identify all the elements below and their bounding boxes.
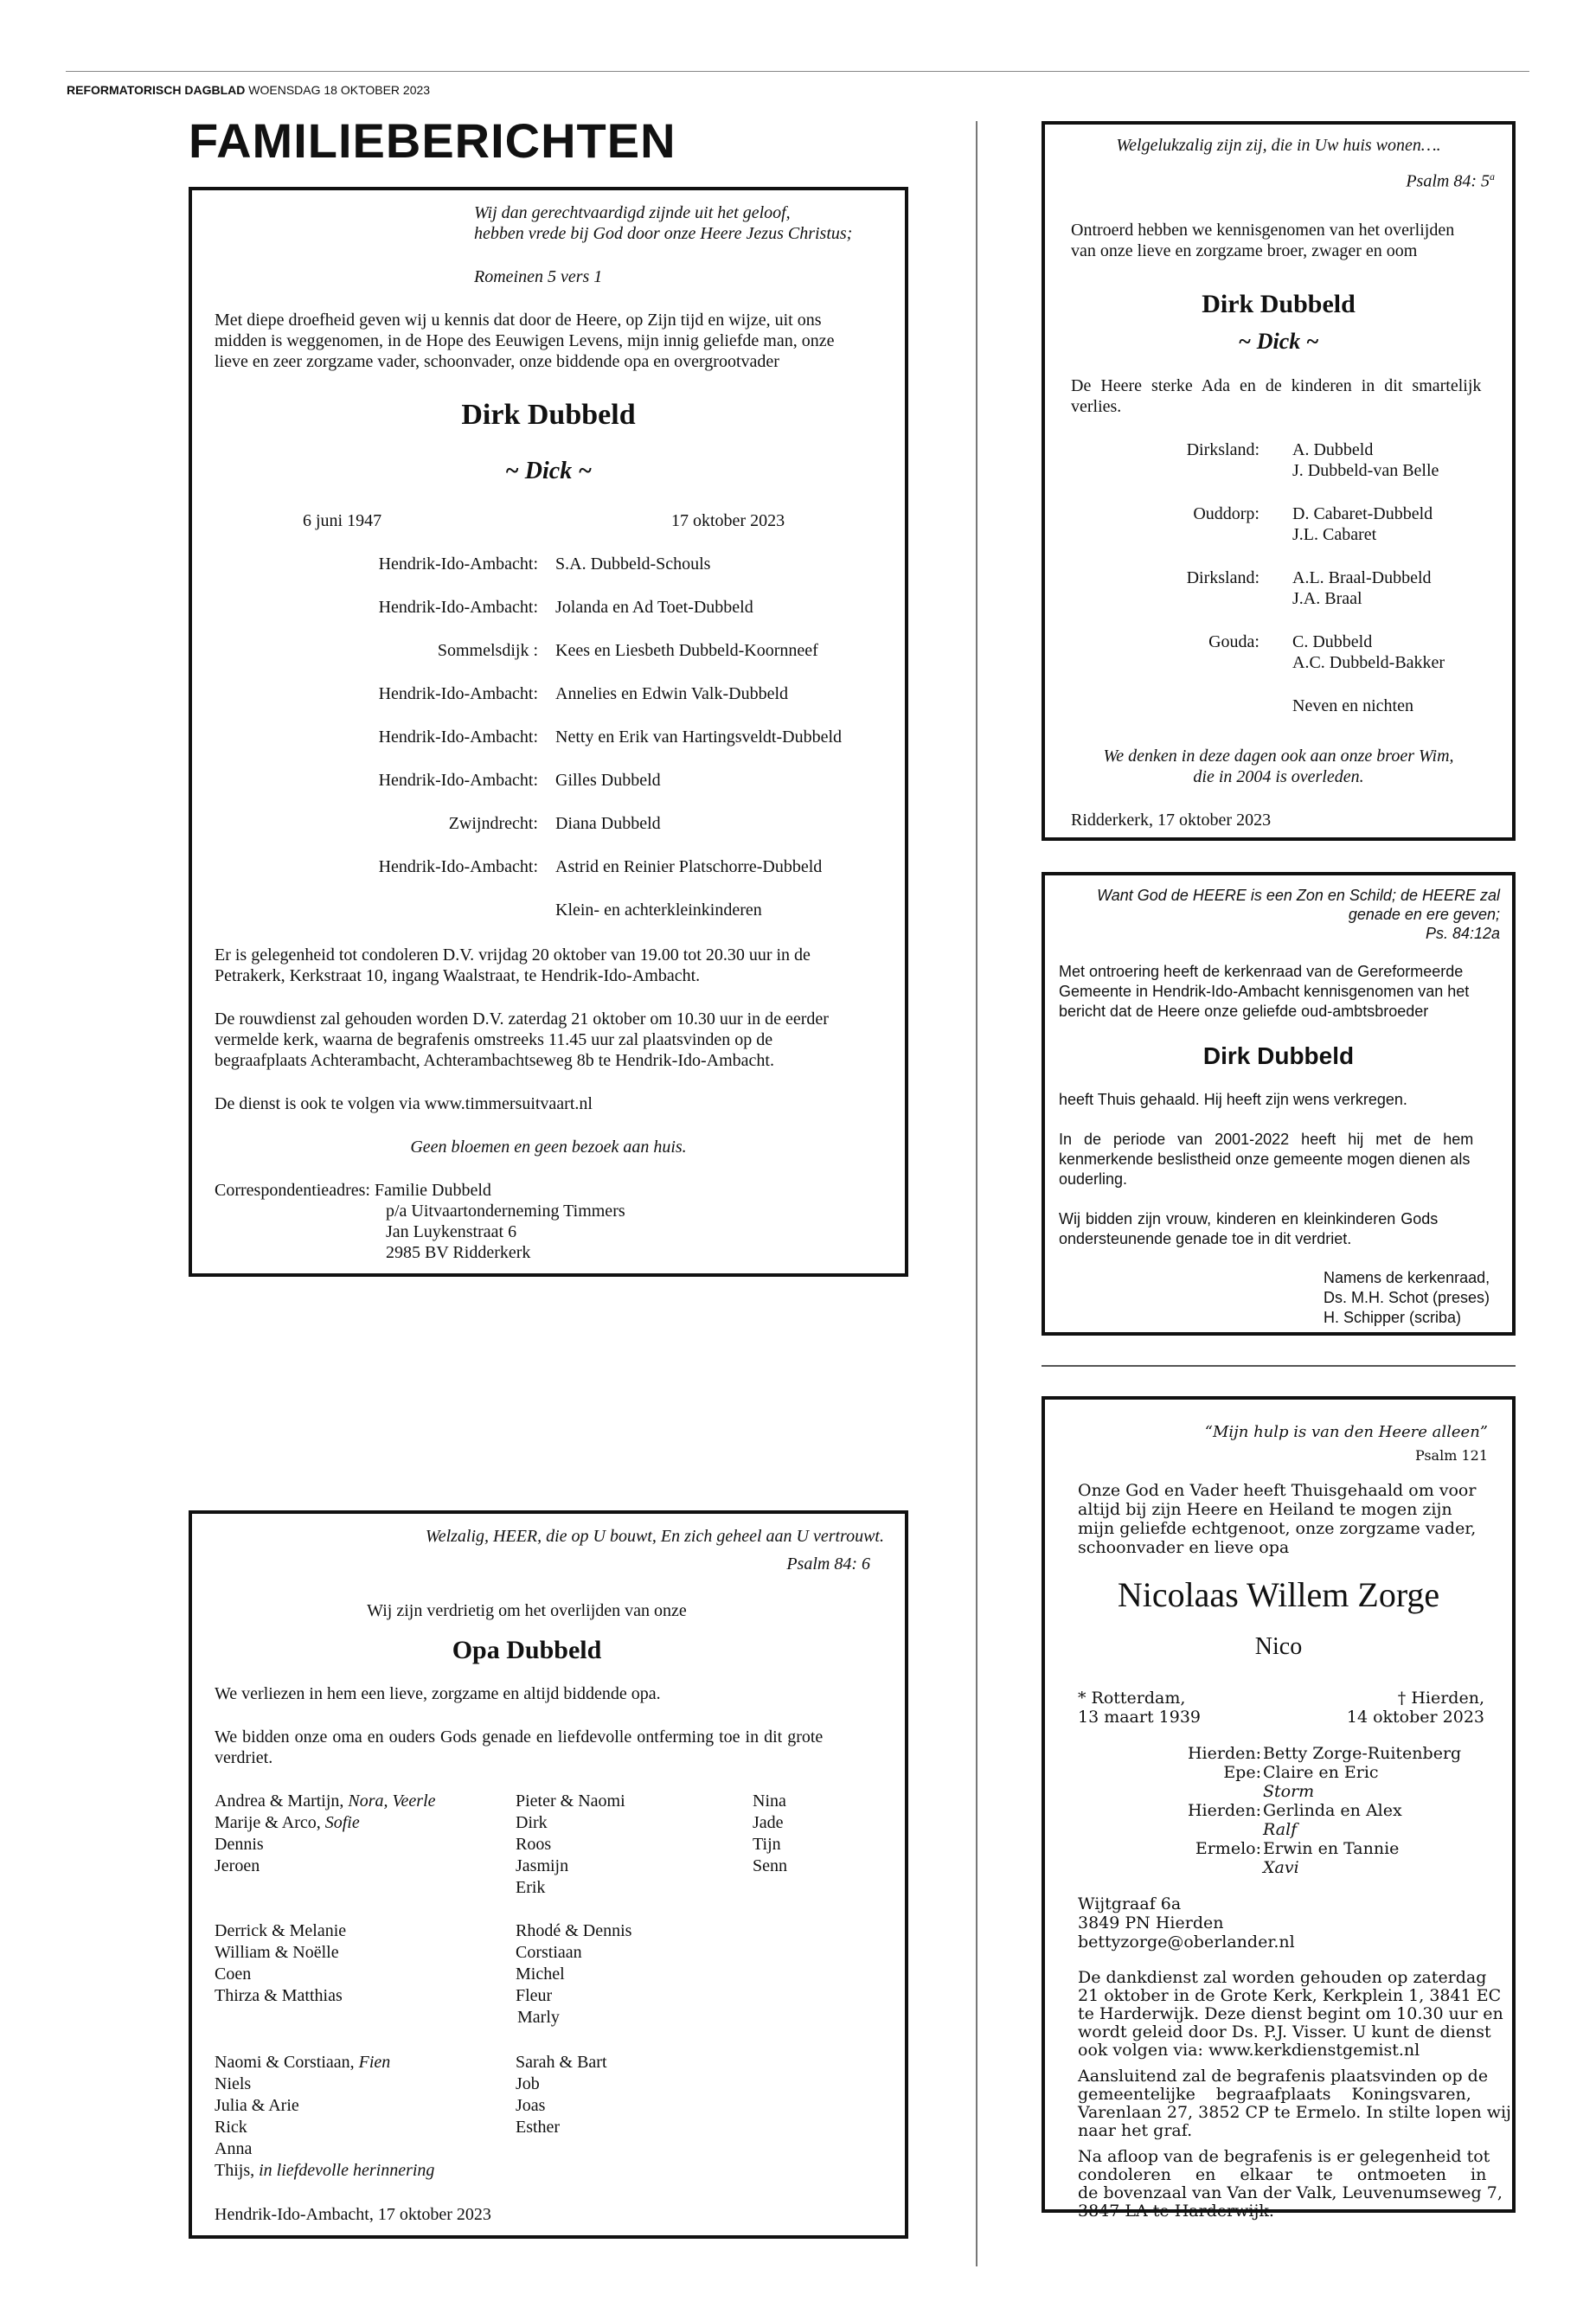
intro-line: Met diepe droefheid geven wij u kennis dat door de Heere, op Zijn tijd en wijze, uit ons (215, 311, 822, 330)
place-date: Hendrik-Ido-Ambacht, 17 oktober 2023 (215, 2205, 491, 2224)
grandchild-name: Ralf (1263, 1820, 1298, 1839)
intro-line: van onze lieve en zorgzame broer, zwager en oom (1071, 241, 1418, 260)
family-names: Kees en Liesbeth Dubbeld-Koornneef (555, 641, 818, 660)
grandchild-entry (215, 1791, 436, 1812)
correspondence-label: Correspondentieadres: Familie Dubbeld (215, 1181, 491, 1200)
grandchild-entry (215, 2052, 390, 2073)
family-place: Hendrik-Ido-Ambacht: (378, 771, 538, 790)
family-place: Ouddorp: (1193, 504, 1259, 523)
newspaper-name: REFORMATORISCH DAGBLAD (67, 83, 246, 97)
family-place: Gouda: (1208, 632, 1259, 651)
grandchild-entry: Pieter & Naomi (516, 1791, 625, 1811)
condolence-line: Er is gelegenheid tot condoleren D.V. vrijdag 20 oktober van 19.00 tot 20.30 uur in de (215, 945, 811, 965)
grandchild-entry: Jeroen (215, 1856, 260, 1875)
paragraph-line: Na afloop van de begrafenis is er gelegenheid tot (1078, 2147, 1490, 2166)
quote-reference: Psalm 121 (1415, 1447, 1488, 1464)
comfort-line: De Heere sterke Ada en de kinderen in dit smartelijk (1071, 376, 1482, 395)
column-separator (1042, 1365, 1516, 1367)
remembrance-line: We denken in deze dagen ook aan onze broer Wim, (1103, 747, 1454, 766)
grandchild-entry: Fleur (516, 1986, 553, 2005)
grandchild-entry: Julia & Arie (215, 2096, 299, 2115)
page-title: FAMILIEBERICHTEN (189, 113, 676, 168)
deceased-nickname: ~ Dick ~ (504, 458, 593, 484)
grandchild-entry: Tijn (753, 1835, 781, 1854)
paragraph-line: 21 oktober in de Grote Kerk, Kerkplein 1, 3841 EC (1078, 1986, 1502, 2005)
notice-dubbeld-family (189, 187, 908, 1277)
great-grandchildren: Sofie (324, 1813, 360, 1832)
grandchild-entry: Nina (753, 1791, 786, 1811)
service-line: De rouwdienst zal gehouden worden D.V. zaterdag 21 oktober om 10.30 uur in de eerder (215, 1009, 829, 1029)
grandchild-entry: Sarah & Bart (516, 2053, 607, 2072)
intro-line: Met ontroering heeft de kerkenraad van de Gereformeerde (1059, 963, 1464, 980)
online-service: De dienst is ook te volgen via www.timmersuitvaart.nl (215, 1094, 593, 1113)
family-names: Jolanda en Ad Toet-Dubbeld (555, 598, 753, 617)
deceased-nickname: Nico (1254, 1633, 1303, 1660)
intro-line: Ontroerd hebben we kennisgenomen van het overlijden (1071, 221, 1455, 240)
family-names: Klein- en achterkleinkinderen (555, 901, 762, 920)
remembrance-line: die in 2004 is overleden. (1193, 767, 1364, 786)
notice-church-council (1042, 872, 1516, 1336)
great-grandchildren: Nora, Veerle (348, 1791, 436, 1811)
quote-line: “Mijn hulp is van den Heere alleen” (1204, 1423, 1488, 1441)
family-names: J.A. Braal (1292, 589, 1362, 608)
paragraph-line: kenmerkende beslistheid onze gemeente mogen dienen als (1059, 1150, 1471, 1168)
family-place: Dirksland: (1186, 440, 1259, 459)
email-address: bettyzorge@oberlander.nl (1078, 1932, 1295, 1952)
family-names: A.C. Dubbeld-Bakker (1292, 653, 1445, 672)
grandchild-name: Naomi & Corstiaan, (215, 2053, 359, 2072)
quote-line: hebben vrede bij God door onze Heere Jezus Christus; (474, 224, 853, 243)
column-divider (976, 121, 977, 2266)
family-names: Gilles Dubbeld (555, 771, 661, 790)
family-names: Gerlinda en Alex (1263, 1801, 1402, 1820)
quote-reference: Psalm 84: 6 (786, 1554, 870, 1574)
death-place: † Hierden, (1397, 1689, 1484, 1708)
no-flowers-note: Geen bloemen en geen bezoek aan huis. (410, 1138, 687, 1157)
condolence-line: Petrakerk, Kerkstraat 10, ingang Waalstraat, te Hendrik-Ido-Ambacht. (215, 966, 701, 985)
family-place: Ermelo: (1195, 1839, 1261, 1858)
paragraph-line: verdriet. (215, 1748, 273, 1767)
signature-line: Namens de kerkenraad, (1324, 1269, 1490, 1286)
address-line: Wijtgraaf 6a (1078, 1894, 1182, 1913)
intro-line: Gemeente in Hendrik-Ido-Ambacht kennisgenomen van het (1059, 983, 1470, 1000)
family-place: Hierden: (1187, 1801, 1261, 1820)
signature-line: Ds. M.H. Schot (preses) (1324, 1289, 1490, 1306)
grandchild-entry: Derrick & Melanie (215, 1921, 347, 1940)
family-names: A.L. Braal-Dubbeld (1292, 568, 1432, 587)
quote-reference: Romeinen 5 vers 1 (474, 267, 603, 286)
birth-date: 6 juni 1947 (303, 511, 382, 530)
paragraph-line: We bidden onze oma en ouders Gods genade en liefdevolle ontferming toe in dit grote (215, 1727, 824, 1747)
intro-line: bericht dat de Heere onze geliefde oud-ambtsbroeder (1059, 1003, 1429, 1020)
paragraph-line: In de periode van 2001-2022 heeft hij met de hem (1059, 1131, 1474, 1148)
grandchild-entry: Jade (753, 1813, 784, 1832)
family-names: Astrid en Reinier Platschorre-Dubbeld (555, 857, 823, 876)
deceased-name: Dirk Dubbeld (461, 399, 636, 431)
family-place: Hendrik-Ido-Ambacht: (378, 598, 538, 617)
paragraph-line: te Harderwijk. Deze dienst begint om 10.30 uur en (1078, 2004, 1503, 2023)
family-names: Netty en Erik van Hartingsveldt-Dubbeld (555, 727, 843, 747)
page-header (67, 83, 430, 97)
birth-date: 13 maart 1939 (1078, 1708, 1201, 1727)
family-names: Claire en Eric (1263, 1763, 1379, 1782)
notice-grandchildren (189, 1510, 908, 2239)
address-line: 3849 PN Hierden (1078, 1913, 1224, 1932)
paragraph-line: Aansluitend zal de begrafenis plaatsvinden op de (1078, 2067, 1489, 2086)
intro-line: schoonvader en lieve opa (1078, 1538, 1290, 1557)
paragraph-line: Varenlaan 27, 3852 CP te Ermelo. In stilte lopen wij (1078, 2103, 1511, 2122)
family-names: S.A. Dubbeld-Schouls (555, 554, 711, 574)
deceased-name: Dirk Dubbeld (1202, 1042, 1355, 1069)
grandchild-entry: Coen (215, 1965, 252, 1984)
correspondence-line: Jan Luykenstraat 6 (386, 1222, 517, 1241)
paragraph-line: condoleren en elkaar te ontmoeten in (1078, 2165, 1487, 2184)
grandchild-entry: Anna (215, 2139, 253, 2158)
comfort-line: verlies. (1071, 397, 1122, 416)
grandchild-name: Thijs, (215, 2161, 260, 2180)
paragraph-line: gemeentelijke begraafplaats Koningsvaren, (1078, 2085, 1471, 2104)
paragraph-line: Wij bidden zijn vrouw, kinderen en kleinkinderen Gods (1059, 1210, 1439, 1227)
family-place: Sommelsdijk : (437, 641, 538, 660)
deceased-name: Nicolaas Willem Zorge (1117, 1575, 1440, 1614)
intro-line: mijn geliefde echtgenoot, onze zorgzame vader, (1078, 1519, 1477, 1538)
grandchild-name: Storm (1263, 1782, 1315, 1801)
paragraph-line: naar het graf. (1078, 2121, 1193, 2140)
deceased-nickname: ~ Dick ~ (1238, 329, 1319, 354)
family-names: J.L. Cabaret (1292, 525, 1377, 544)
family-place: Dirksland: (1186, 568, 1259, 587)
grandchild-entry: Erik (516, 1878, 546, 1897)
deceased-name: Dirk Dubbeld (1202, 290, 1356, 318)
service-line: begraafplaats Achterambacht, Achterambachtseweg 8b te Hendrik-Ido-Ambacht. (215, 1051, 774, 1070)
quote-reference-text: Psalm 84: 5 (1406, 171, 1490, 191)
quote-reference (1045, 166, 1495, 193)
grandchild-entry: Niels (215, 2074, 252, 2093)
paragraph-line: heeft Thuis gehaald. Hij heeft zijn wens verkregen. (1059, 1091, 1407, 1108)
quote-line: Want God de HEERE is een Zon en Schild; de HEERE zal (1097, 887, 1500, 904)
quote-line: Wij dan gerechtvaardigd zijnde uit het geloof, (474, 203, 791, 222)
grandchild-entry: Corstiaan (516, 1943, 582, 1962)
paragraph-line: ondersteunende genade toe in dit verdriet. (1059, 1230, 1352, 1247)
paragraph-line: 3847 LA te Harderwijk. (1078, 2202, 1274, 2221)
death-date: 17 oktober 2023 (671, 511, 785, 530)
family-names: A. Dubbeld (1292, 440, 1374, 459)
correspondence-line: 2985 BV Ridderkerk (386, 1243, 531, 1262)
grandchild-entry: Thirza & Matthias (215, 1986, 343, 2005)
quote-reference-sup: a (1490, 170, 1495, 183)
family-place: Epe: (1223, 1763, 1261, 1782)
grandchild-entry: Esther (516, 2118, 561, 2137)
paragraph-line: ook volgen via: www.kerkdienstgemist.nl (1078, 2041, 1420, 2060)
death-date: 14 oktober 2023 (1346, 1708, 1484, 1727)
paragraph-line: wordt geleid door Ds. P.J. Visser. U kunt de dienst (1078, 2022, 1491, 2041)
intro-line: Onze God en Vader heeft Thuisgehaald om voor (1078, 1481, 1477, 1500)
family-names: C. Dubbeld (1292, 632, 1373, 651)
grandchild-entry: Marly (517, 2008, 560, 2027)
grandchild-entry: Dirk (516, 1813, 548, 1832)
grandchild-entry: Senn (753, 1856, 787, 1875)
paragraph-line: We verliezen in hem een lieve, zorgzame en altijd biddende opa. (215, 1684, 661, 1703)
family-place: Hendrik-Ido-Ambacht: (378, 554, 538, 574)
grandchild-entry: Rhodé & Dennis (516, 1921, 632, 1940)
grandchild-entry (215, 2160, 434, 2182)
family-names: Diana Dubbeld (555, 814, 661, 833)
family-place: Hendrik-Ido-Ambacht: (378, 684, 538, 703)
family-names: Betty Zorge-Ruitenberg (1263, 1744, 1462, 1763)
header-rule (66, 71, 1529, 72)
grandchild-entry: Job (516, 2074, 540, 2093)
grandchild-entry: Michel (516, 1965, 565, 1984)
remembrance-note: in liefdevolle herinnering (259, 2161, 435, 2180)
notice-dubbeld-siblings (1042, 121, 1516, 841)
place-date: Ridderkerk, 17 oktober 2023 (1071, 811, 1272, 830)
family-names: Erwin en Tannie (1263, 1839, 1400, 1858)
birth-place: * Rotterdam, (1078, 1689, 1186, 1708)
issue-date: WOENSDAG 18 OKTOBER 2023 (248, 83, 431, 97)
family-place: Hendrik-Ido-Ambacht: (378, 857, 538, 876)
grandchild-name: Andrea & Martijn, (215, 1791, 349, 1811)
grandchild-entry: Joas (516, 2096, 546, 2115)
grandchild-entry: Dennis (215, 1835, 264, 1854)
intro-line: lieve en zeer zorgzame vader, schoonvader, onze biddende opa en overgrootvader (215, 352, 779, 371)
family-place: Hierden: (1187, 1744, 1261, 1763)
signature-line: H. Schipper (scriba) (1324, 1309, 1462, 1326)
quote-line: genade en ere geven; (1348, 906, 1500, 923)
family-place: Zwijndrecht: (448, 814, 538, 833)
quote-line: Welzalig, HEER, die op U bouwt, En zich geheel aan U vertrouwt. (425, 1527, 884, 1546)
paragraph-line: de bovenzaal van Van der Valk, Leuvenumseweg 7, (1078, 2183, 1503, 2202)
quote-line: Welgelukzalig zijn zij, die in Uw huis wonen…. (1116, 136, 1441, 155)
grandchild-entry: Jasmijn (516, 1856, 569, 1875)
grandchild-entry: Rick (215, 2118, 247, 2137)
family-names: D. Cabaret-Dubbeld (1292, 504, 1433, 523)
grandchild-entry (215, 1812, 360, 1834)
family-place: Hendrik-Ido-Ambacht: (378, 727, 538, 747)
paragraph-line: ouderling. (1059, 1170, 1128, 1188)
family-names: J. Dubbeld-van Belle (1292, 461, 1439, 480)
paragraph-line: De dankdienst zal worden gehouden op zaterdag (1078, 1968, 1487, 1987)
intro-line: Wij zijn verdrietig om het overlijden van onze (367, 1601, 687, 1620)
intro-line: midden is weggenomen, in de Hope des Eeuwigen Levens, mijn innig geliefde man, onze (215, 331, 835, 350)
service-line: vermelde kerk, waarna de begrafenis omstreeks 11.45 uur zal plaatsvinden op de (215, 1030, 773, 1049)
quote-reference: Ps. 84:12a (1425, 925, 1500, 942)
intro-line: altijd bij zijn Heere en Heiland te mogen zijn (1078, 1500, 1452, 1519)
notice-zorge (1042, 1396, 1516, 2221)
great-grandchildren: Fien (358, 2053, 391, 2072)
grandchild-name: Xavi (1263, 1858, 1299, 1877)
grandchild-entry: Roos (516, 1835, 552, 1854)
grandchild-entry: William & Noëlle (215, 1943, 339, 1962)
nephews-nieces: Neven en nichten (1292, 696, 1413, 715)
family-names: Annelies en Edwin Valk-Dubbeld (555, 684, 789, 703)
correspondence-line: p/a Uitvaartonderneming Timmers (386, 1202, 625, 1221)
deceased-name: Opa Dubbeld (452, 1636, 602, 1664)
grandchild-name: Marije & Arco, (215, 1813, 325, 1832)
